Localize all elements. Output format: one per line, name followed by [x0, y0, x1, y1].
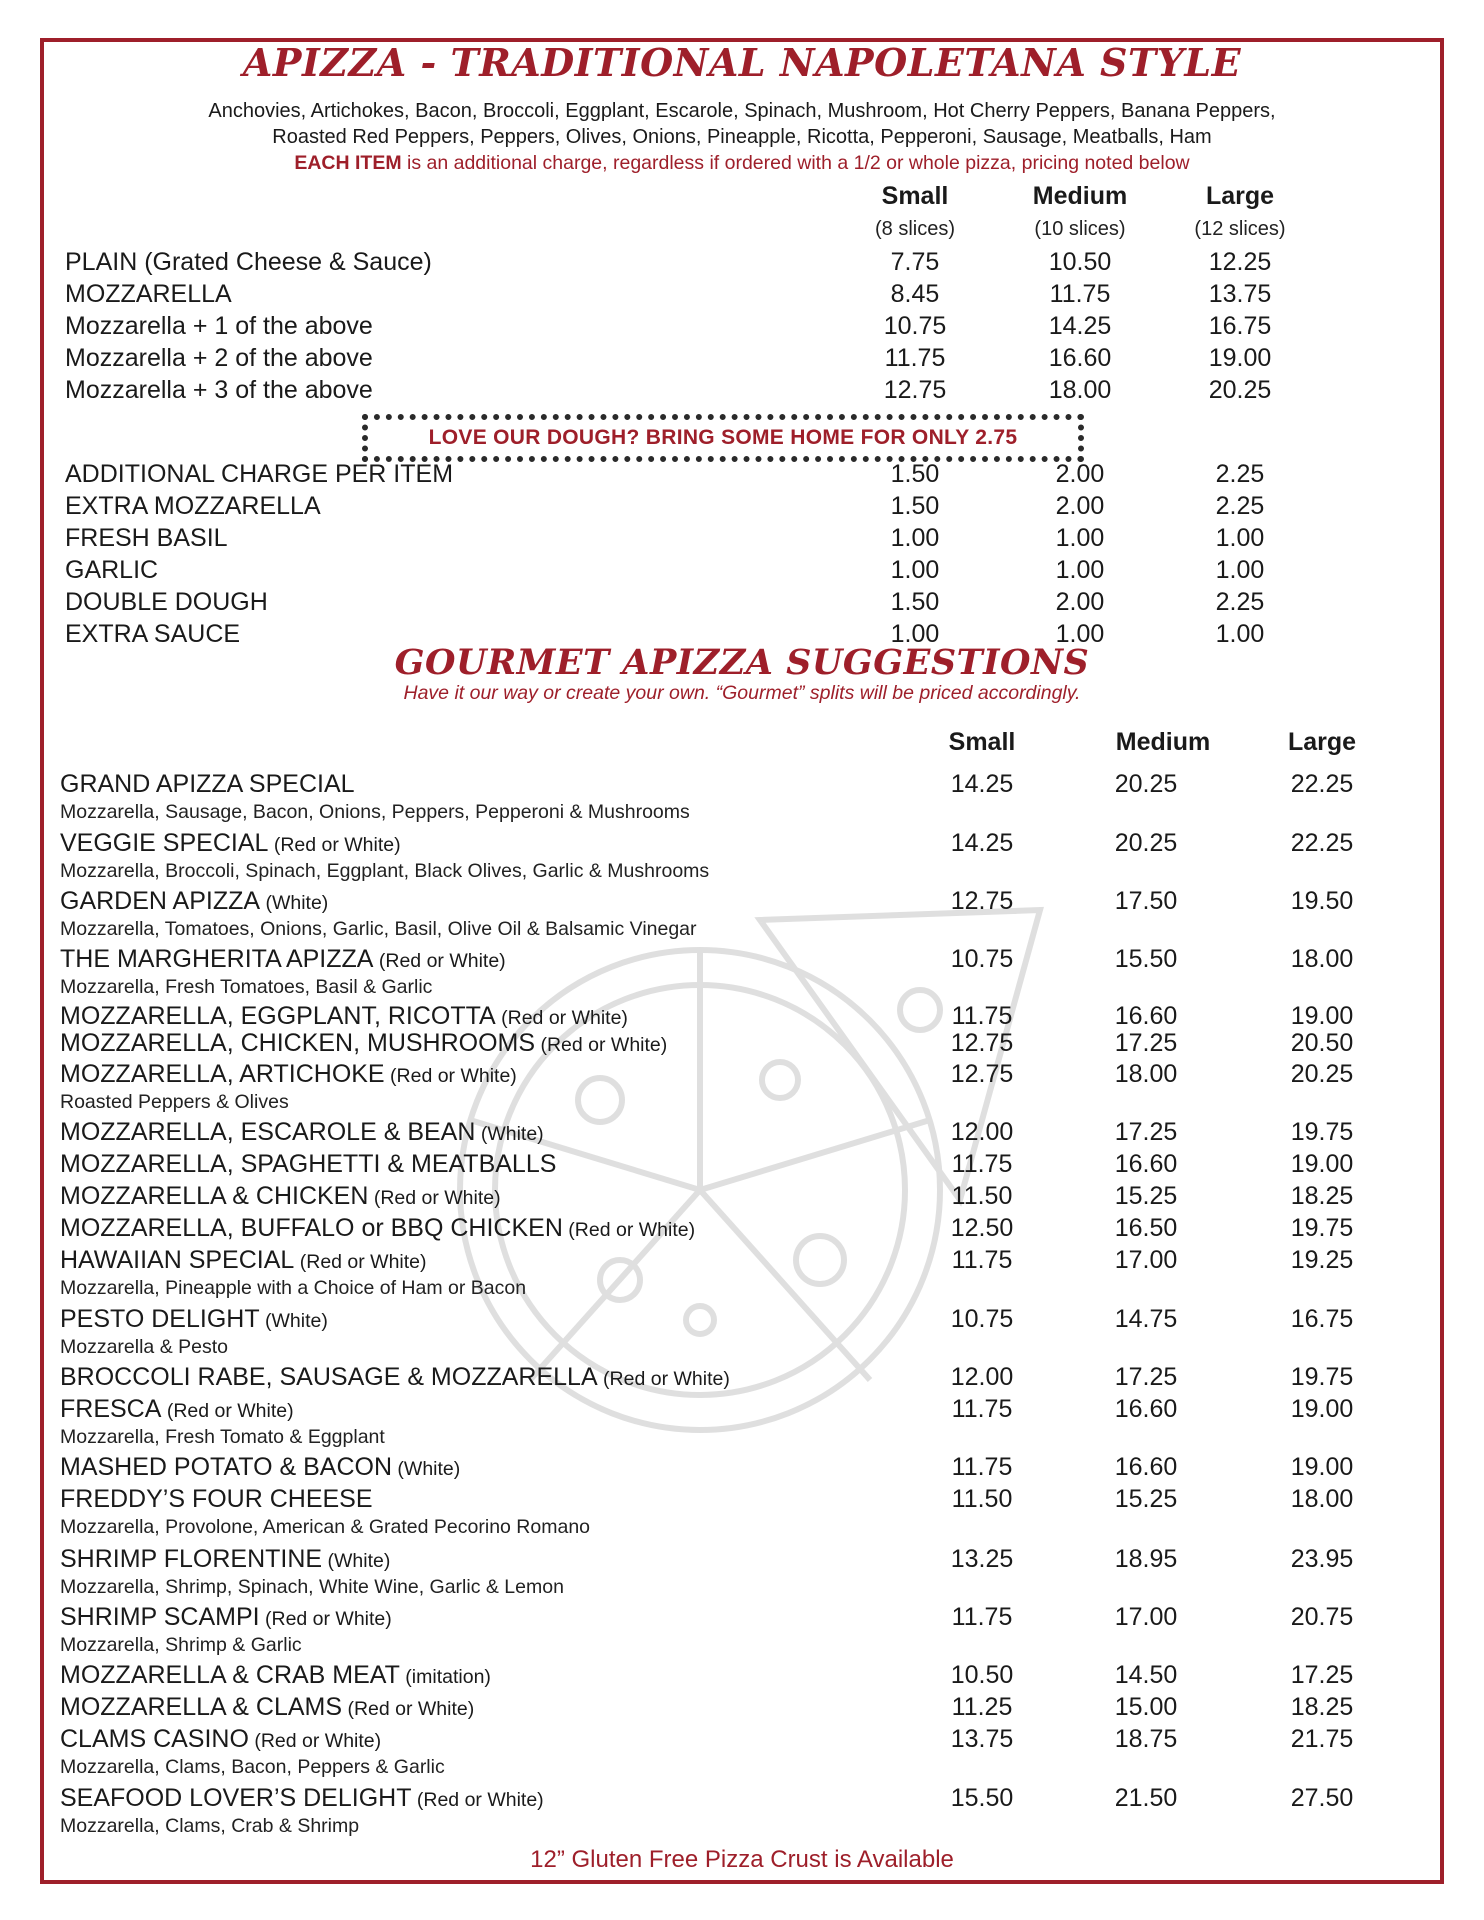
gourmet-item-name — [60, 1661, 491, 1690]
gourmet-price-large: 20.75 — [1290, 1603, 1354, 1631]
gourmet-item-title: MOZZARELLA & CRAB MEAT — [60, 1661, 400, 1689]
gourmet-item-description: Mozzarella, Pineapple with a Choice of Ham or Bacon — [60, 1277, 527, 1299]
size-header-small: Small — [881, 182, 949, 210]
gourmet-item-title: PESTO DELIGHT — [60, 1305, 260, 1333]
traditional-price-large: 16.75 — [1208, 312, 1272, 340]
gourmet-item-qualifier: (White) — [392, 1458, 461, 1480]
page-title: APIZZA - TRADITIONAL NAPOLETANA STYLE — [242, 40, 1242, 85]
toppings-line-1: Anchovies, Artichokes, Bacon, Broccoli, Eggplant, Escarole, Spinach, Mushroom, Hot Cherry Peppers, Banana Peppers, — [208, 100, 1276, 122]
extras-row — [0, 492, 1484, 524]
gourmet-item-title: MOZZARELLA, BUFFALO or BBQ CHICKEN — [60, 1214, 563, 1242]
gourmet-item-name — [60, 887, 328, 916]
extras-price-small: 1.50 — [890, 460, 940, 488]
gourmet-price-large: 19.50 — [1290, 887, 1354, 915]
traditional-row — [0, 376, 1484, 408]
gourmet-price-small: 10.75 — [950, 1305, 1014, 1333]
gourmet-item-name — [60, 1725, 381, 1754]
gourmet-price-small: 12.75 — [950, 1029, 1014, 1057]
gourmet-price-medium: 16.60 — [1114, 1453, 1178, 1481]
gourmet-item-qualifier: (White) — [259, 1310, 328, 1332]
pricing-note — [0, 152, 1484, 175]
gourmet-price-medium: 18.00 — [1114, 1060, 1178, 1088]
gourmet-item-name — [60, 1545, 390, 1574]
gourmet-item-description: Mozzarella, Fresh Tomato & Eggplant — [60, 1426, 385, 1448]
gourmet-item-qualifier: (Red or White) — [248, 1730, 382, 1752]
extras-price-medium: 1.00 — [1055, 620, 1105, 648]
gourmet-price-large: 21.75 — [1290, 1725, 1354, 1753]
gourmet-price-large: 27.50 — [1290, 1784, 1354, 1812]
dough-promo-banner: LOVE OUR DOUGH? BRING SOME HOME FOR ONLY 2.75 — [362, 414, 1084, 462]
extras-price-medium: 1.00 — [1055, 524, 1105, 552]
gourmet-item-name — [60, 1363, 730, 1392]
gourmet-item-name — [60, 1182, 501, 1211]
gourmet-price-small: 14.25 — [950, 829, 1014, 857]
gourmet-item-title: MOZZARELLA, CHICKEN, MUSHROOMS — [60, 1029, 536, 1057]
extras-row — [0, 556, 1484, 588]
gourmet-item-title: MOZZARELLA, EGGPLANT, RICOTTA — [60, 1002, 496, 1030]
gourmet-price-small: 11.75 — [951, 1453, 1013, 1481]
gourmet-item-qualifier: (Red or White) — [597, 1368, 730, 1390]
gourmet-price-large: 20.25 — [1290, 1060, 1354, 1088]
traditional-row — [0, 344, 1484, 376]
gourmet-item-name — [60, 1029, 667, 1058]
gourmet-price-small: 13.75 — [950, 1725, 1014, 1753]
traditional-name: Mozzarella + 2 of the above — [65, 344, 373, 372]
gourmet-price-large: 19.00 — [1290, 1395, 1354, 1423]
gourmet-item-qualifier: (Red or White) — [411, 1789, 544, 1811]
gourmet-item-description: Mozzarella, Sausage, Bacon, Onions, Peppers, Pepperoni & Mushrooms — [60, 801, 690, 823]
gourmet-item-qualifier: (White) — [475, 1123, 544, 1145]
gourmet-subtitle: Have it our way or create your own. “Gourmet” splits will be priced accordingly. — [403, 682, 1081, 704]
gourmet-item-description: Mozzarella, Tomatoes, Onions, Garlic, Basil, Olive Oil & Balsamic Vinegar — [60, 918, 697, 940]
gourmet-price-large: 22.25 — [1290, 829, 1354, 857]
gourmet-item-name — [60, 1603, 392, 1632]
extras-price-large: 2.25 — [1215, 460, 1265, 488]
gourmet-title: GOURMET APIZZA SUGGESTIONS — [394, 642, 1090, 683]
traditional-price-large: 13.75 — [1208, 280, 1272, 308]
gourmet-item-title: HAWAIIAN SPECIAL — [60, 1246, 295, 1274]
size-header-medium: Medium — [1032, 182, 1128, 210]
gourmet-price-large: 18.25 — [1290, 1693, 1354, 1721]
gourmet-item-title: MOZZARELLA, ARTICHOKE — [60, 1060, 385, 1088]
gourmet-price-large: 18.00 — [1290, 1485, 1354, 1513]
gourmet-item-qualifier: (Red or White) — [384, 1065, 517, 1087]
gourmet-price-medium: 17.50 — [1114, 887, 1178, 915]
traditional-row — [0, 248, 1484, 280]
traditional-price-medium: 11.75 — [1049, 280, 1111, 308]
gourmet-price-medium: 14.50 — [1114, 1661, 1178, 1689]
gourmet-item-title: MOZZARELLA, SPAGHETTI & MEATBALLS — [60, 1150, 557, 1178]
gourmet-item-name — [60, 1150, 556, 1179]
extras-price-medium: 2.00 — [1055, 460, 1105, 488]
gourmet-price-large: 23.95 — [1290, 1545, 1354, 1573]
gourmet-item-qualifier: (Red or White) — [535, 1034, 668, 1056]
gourmet-item-title: SEAFOOD LOVER’S DELIGHT — [60, 1784, 412, 1812]
gourmet-item-name — [60, 1305, 328, 1334]
gourmet-price-small: 11.75 — [951, 1603, 1013, 1631]
gourmet-price-medium: 20.25 — [1114, 829, 1178, 857]
gourmet-header-medium: Medium — [1115, 728, 1211, 756]
extras-price-medium: 2.00 — [1055, 492, 1105, 520]
extras-price-large: 2.25 — [1215, 492, 1265, 520]
gluten-free-note: 12” Gluten Free Pizza Crust is Available — [530, 1846, 954, 1873]
gourmet-price-large: 19.00 — [1290, 1150, 1354, 1178]
gourmet-item-name — [60, 1395, 294, 1424]
gourmet-price-medium: 17.25 — [1114, 1118, 1178, 1146]
extras-name: DOUBLE DOUGH — [65, 588, 268, 616]
gourmet-item-name — [60, 1002, 628, 1031]
gourmet-price-large: 18.25 — [1290, 1182, 1354, 1210]
gourmet-item-title: CLAMS CASINO — [60, 1725, 249, 1753]
slices-large: (12 slices) — [1194, 218, 1286, 240]
traditional-price-large: 19.00 — [1208, 344, 1272, 372]
gourmet-item-title: SHRIMP FLORENTINE — [60, 1545, 323, 1573]
extras-price-medium: 2.00 — [1055, 588, 1105, 616]
gourmet-price-small: 14.25 — [950, 770, 1014, 798]
gourmet-item-description: Mozzarella, Broccoli, Spinach, Eggplant, Black Olives, Garlic & Mushrooms — [60, 860, 710, 882]
gourmet-item-name — [60, 1485, 373, 1514]
gourmet-price-medium: 16.50 — [1114, 1214, 1178, 1242]
traditional-price-medium: 16.60 — [1048, 344, 1112, 372]
gourmet-item-title: GARDEN APIZZA — [60, 887, 261, 915]
gourmet-item-qualifier: (White) — [260, 892, 329, 914]
traditional-name: Mozzarella + 1 of the above — [65, 312, 373, 340]
gourmet-item-qualifier: (Red or White) — [562, 1219, 696, 1241]
extras-name: ADDITIONAL CHARGE PER ITEM — [65, 460, 454, 488]
extras-price-large: 1.00 — [1215, 556, 1265, 584]
traditional-row — [0, 312, 1484, 344]
extras-price-small: 1.00 — [890, 556, 940, 584]
traditional-price-medium: 18.00 — [1048, 376, 1112, 404]
gourmet-price-medium: 18.75 — [1114, 1725, 1178, 1753]
extras-row — [0, 460, 1484, 492]
gourmet-item-title: BROCCOLI RABE, SAUSAGE & MOZZARELLA — [60, 1363, 598, 1391]
gourmet-price-small: 13.25 — [950, 1545, 1014, 1573]
gourmet-price-small: 12.00 — [950, 1118, 1014, 1146]
gourmet-item-name — [60, 1214, 695, 1243]
slices-medium: (10 slices) — [1034, 218, 1126, 240]
gourmet-price-small: 11.50 — [951, 1182, 1013, 1210]
gourmet-price-medium: 17.25 — [1114, 1029, 1178, 1057]
traditional-price-large: 12.25 — [1208, 248, 1272, 276]
gourmet-item-description: Mozzarella, Shrimp & Garlic — [60, 1634, 302, 1656]
traditional-name: MOZZARELLA — [65, 280, 232, 308]
gourmet-item-title: THE MARGHERITA APIZZA — [60, 945, 374, 973]
gourmet-item-title: VEGGIE SPECIAL — [60, 829, 269, 857]
gourmet-price-large: 17.25 — [1290, 1661, 1354, 1689]
traditional-name: PLAIN (Grated Cheese & Sauce) — [65, 248, 432, 276]
traditional-price-medium: 14.25 — [1048, 312, 1112, 340]
gourmet-item-description: Mozzarella, Clams, Bacon, Peppers & Garlic — [60, 1756, 445, 1778]
gourmet-price-small: 11.50 — [951, 1485, 1013, 1513]
gourmet-price-medium: 15.25 — [1114, 1182, 1178, 1210]
traditional-price-small: 8.45 — [890, 280, 940, 308]
extras-name: GARLIC — [65, 556, 159, 584]
gourmet-price-small: 11.75 — [951, 1002, 1013, 1030]
gourmet-item-title: MASHED POTATO & BACON — [60, 1453, 392, 1481]
gourmet-price-medium: 16.60 — [1114, 1002, 1178, 1030]
gourmet-price-large: 19.25 — [1290, 1246, 1354, 1274]
traditional-price-small: 7.75 — [890, 248, 940, 276]
gourmet-price-large: 19.00 — [1290, 1002, 1354, 1030]
extras-name: EXTRA MOZZARELLA — [65, 492, 321, 520]
gourmet-item-name — [60, 1784, 544, 1813]
gourmet-price-medium: 14.75 — [1114, 1305, 1178, 1333]
gourmet-item-qualifier: (Red or White) — [368, 1187, 501, 1209]
traditional-row — [0, 280, 1484, 312]
gourmet-price-small: 12.50 — [950, 1214, 1014, 1242]
gourmet-price-medium: 17.00 — [1114, 1246, 1178, 1274]
extras-price-small: 1.50 — [890, 492, 940, 520]
gourmet-item-qualifier: (Red or White) — [373, 950, 506, 972]
extras-name: EXTRA SAUCE — [65, 620, 241, 648]
gourmet-price-medium: 15.00 — [1114, 1693, 1178, 1721]
gourmet-item-qualifier: (Red or White) — [161, 1400, 294, 1422]
gourmet-price-large: 16.75 — [1290, 1305, 1354, 1333]
gourmet-price-small: 12.00 — [950, 1363, 1014, 1391]
gourmet-price-small: 11.75 — [951, 1246, 1013, 1274]
traditional-price-small: 11.75 — [884, 344, 946, 372]
gourmet-item-title: MOZZARELLA, ESCAROLE & BEAN — [60, 1118, 476, 1146]
gourmet-price-large: 19.75 — [1290, 1118, 1354, 1146]
extras-price-large: 2.25 — [1215, 588, 1265, 616]
gourmet-price-small: 10.75 — [950, 945, 1014, 973]
gourmet-price-medium: 15.25 — [1114, 1485, 1178, 1513]
gourmet-price-medium: 15.50 — [1114, 945, 1178, 973]
gourmet-item-description: Mozzarella & Pesto — [60, 1336, 228, 1358]
gourmet-price-large: 18.00 — [1290, 945, 1354, 973]
gourmet-price-large: 19.75 — [1290, 1363, 1354, 1391]
extras-price-small: 1.00 — [890, 524, 940, 552]
gourmet-price-medium: 17.00 — [1114, 1603, 1178, 1631]
gourmet-item-qualifier: (White) — [322, 1550, 391, 1572]
gourmet-price-medium: 16.60 — [1114, 1150, 1178, 1178]
extras-name: FRESH BASIL — [65, 524, 228, 552]
gourmet-price-medium: 17.25 — [1114, 1363, 1178, 1391]
gourmet-item-name — [60, 770, 355, 799]
gourmet-item-title: FREDDY’S FOUR CHEESE — [60, 1485, 373, 1513]
pricing-note-rest: is an additional charge, regardless if ordered with a 1/2 or whole pizza, pricing noted below — [401, 152, 1190, 174]
gourmet-item-title: MOZZARELLA & CHICKEN — [60, 1182, 369, 1210]
gourmet-item-name — [60, 829, 401, 858]
gourmet-price-small: 15.50 — [950, 1784, 1014, 1812]
gourmet-item-qualifier: (Red or White) — [268, 834, 401, 856]
gourmet-item-qualifier: (imitation) — [399, 1666, 491, 1688]
gourmet-item-name — [60, 1118, 544, 1147]
gourmet-item-description: Roasted Peppers & Olives — [60, 1091, 289, 1113]
extras-row — [0, 588, 1484, 620]
traditional-name: Mozzarella + 3 of the above — [65, 376, 373, 404]
gourmet-price-small: 10.50 — [950, 1661, 1014, 1689]
gourmet-price-small: 12.75 — [950, 887, 1014, 915]
gourmet-item-qualifier: (Red or White) — [259, 1608, 392, 1630]
gourmet-price-large: 22.25 — [1290, 770, 1354, 798]
extras-price-small: 1.50 — [890, 588, 940, 616]
gourmet-header-small: Small — [948, 728, 1016, 756]
gourmet-item-name — [60, 1060, 517, 1089]
gourmet-price-medium: 20.25 — [1114, 770, 1178, 798]
gourmet-price-medium: 16.60 — [1114, 1395, 1178, 1423]
gourmet-item-title: MOZZARELLA & CLAMS — [60, 1693, 343, 1721]
gourmet-item-qualifier: (Red or White) — [294, 1251, 427, 1273]
gourmet-item-name — [60, 1453, 460, 1482]
traditional-price-medium: 10.50 — [1048, 248, 1112, 276]
gourmet-item-description: Mozzarella, Shrimp, Spinach, White Wine, Garlic & Lemon — [60, 1576, 564, 1598]
traditional-price-small: 12.75 — [883, 376, 947, 404]
gourmet-item-qualifier: (Red or White) — [495, 1007, 628, 1029]
extras-row — [0, 524, 1484, 556]
gourmet-price-large: 19.00 — [1290, 1453, 1354, 1481]
gourmet-price-medium: 21.50 — [1114, 1784, 1178, 1812]
gourmet-price-small: 11.25 — [951, 1693, 1013, 1721]
pricing-note-bold: EACH ITEM — [294, 152, 402, 174]
gourmet-item-description: Mozzarella, Clams, Crab & Shrimp — [60, 1815, 360, 1837]
gourmet-price-small: 11.75 — [951, 1395, 1013, 1423]
extras-price-large: 1.00 — [1215, 620, 1265, 648]
gourmet-item-qualifier: (Red or White) — [342, 1698, 475, 1720]
traditional-price-small: 10.75 — [883, 312, 947, 340]
gourmet-item-title: FRESCA — [60, 1395, 162, 1423]
gourmet-price-medium: 18.95 — [1114, 1545, 1178, 1573]
gourmet-item-name — [60, 1246, 427, 1275]
gourmet-item-title: GRAND APIZZA SPECIAL — [60, 770, 355, 798]
gourmet-item-name — [60, 945, 506, 974]
gourmet-price-large: 20.50 — [1290, 1029, 1354, 1057]
gourmet-price-small: 12.75 — [950, 1060, 1014, 1088]
gourmet-item-title: SHRIMP SCAMPI — [60, 1603, 260, 1631]
gourmet-header-large: Large — [1287, 728, 1357, 756]
toppings-line-2: Roasted Red Peppers, Peppers, Olives, Onions, Pineapple, Ricotta, Pepperoni, Sausage, Meatballs, Ham — [272, 126, 1212, 148]
gourmet-item-description: Mozzarella, Fresh Tomatoes, Basil & Garlic — [60, 976, 433, 998]
extras-price-small: 1.00 — [890, 620, 940, 648]
extras-price-large: 1.00 — [1215, 524, 1265, 552]
gourmet-price-small: 11.75 — [951, 1150, 1013, 1178]
slices-small: (8 slices) — [874, 218, 955, 240]
traditional-price-large: 20.25 — [1208, 376, 1272, 404]
gourmet-price-large: 19.75 — [1290, 1214, 1354, 1242]
gourmet-item-name — [60, 1693, 474, 1722]
gourmet-item-description: Mozzarella, Provolone, American & Grated Pecorino Romano — [60, 1516, 591, 1538]
extras-price-medium: 1.00 — [1055, 556, 1105, 584]
size-header-large: Large — [1205, 182, 1275, 210]
